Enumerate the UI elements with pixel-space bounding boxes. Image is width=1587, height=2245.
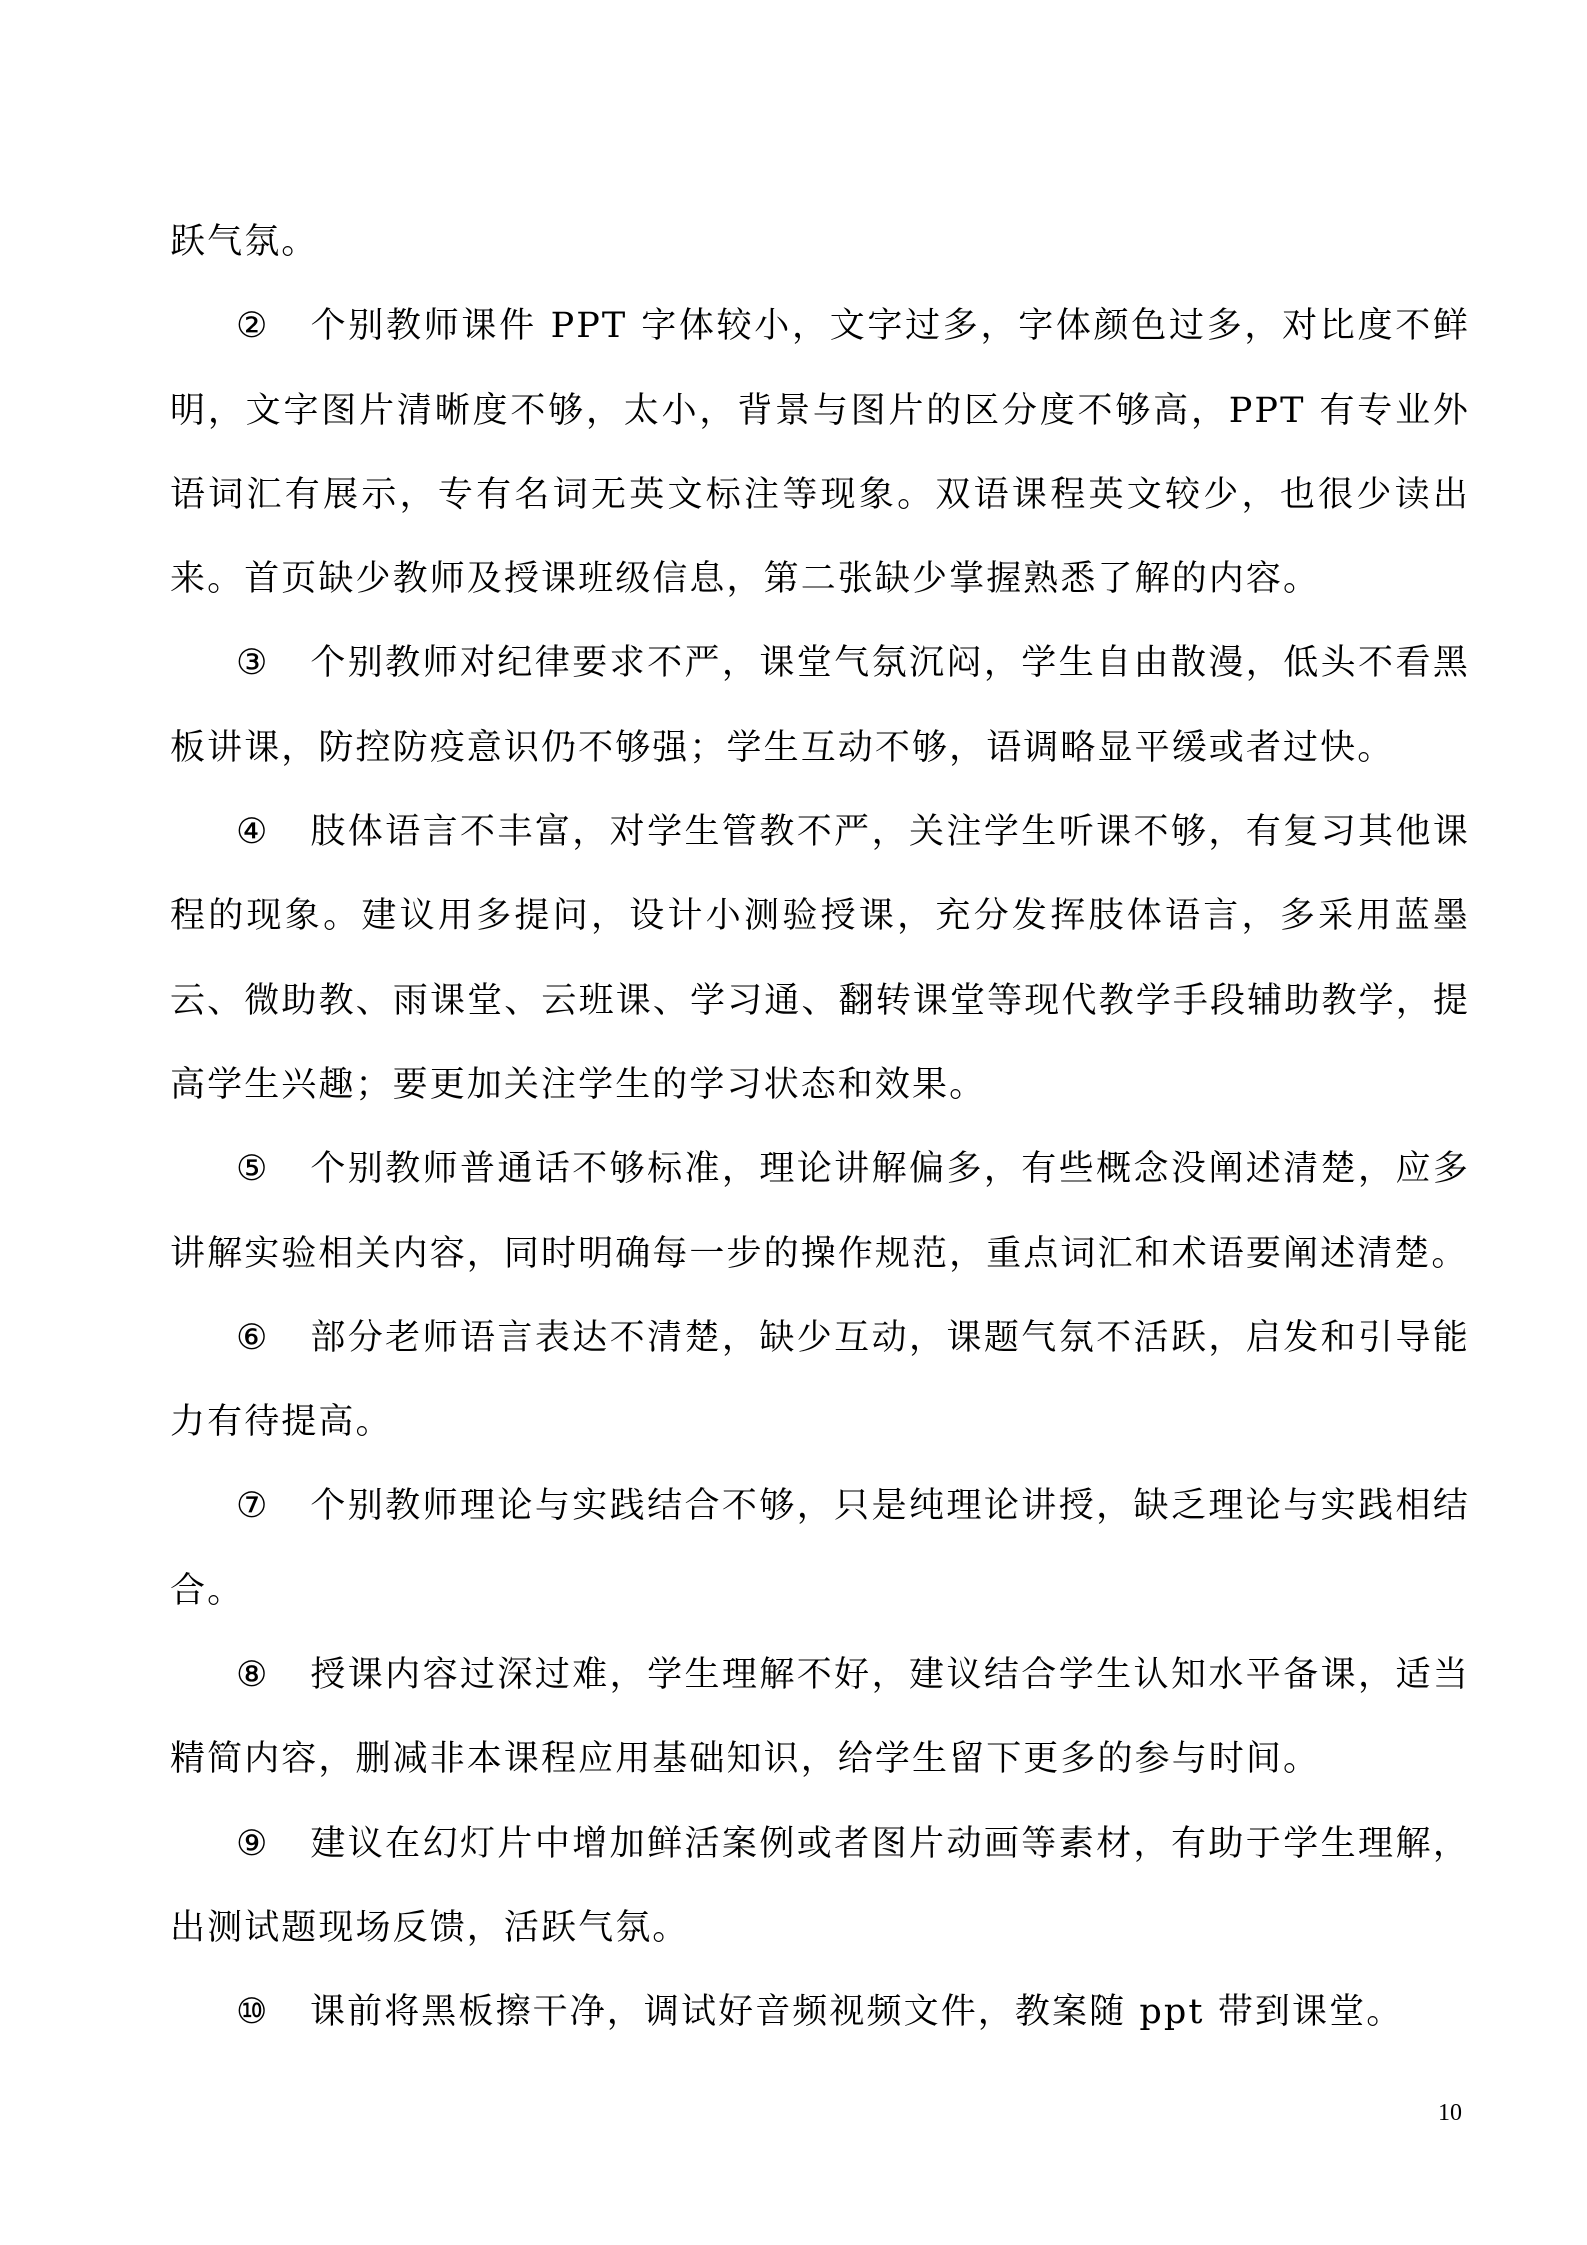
list-marker: ⑨ (236, 1823, 270, 1864)
paragraph-text: 个别教师课件 PPT 字体较小，文字过多，字体颜色过多，对比度不鲜明，文字图片清晰度不够，太小，背景与图片的区分度不够高，PPT 有专业外语词汇有展示，专有名词无英文标注等现象。双语课程英文较少，也很少读出来。首页缺少教师及授课班级信息，第二张缺少掌握熟悉了解的内容。 (170, 306, 1470, 600)
list-item-6 (170, 1296, 1470, 1465)
paragraph-text: 个别教师普通话不够标准，理论讲解偏多，有些概念没阐述清楚，应多讲解实验相关内容，同时明确每一步的操作规范，重点词汇和术语要阐述清楚。 (170, 1149, 1470, 1274)
list-marker: ④ (236, 812, 270, 853)
list-item-3 (170, 621, 1470, 790)
list-marker: ⑧ (236, 1655, 270, 1696)
list-item-2 (170, 284, 1470, 621)
page-number: 10 (1438, 2100, 1462, 2126)
paragraph-text: 肢体语言不丰富，对学生管教不严，关注学生听课不够，有复习其他课程的现象。建议用多提问，设计小测验授课，充分发挥肢体语言，多采用蓝墨云、微助教、雨课堂、云班课、学习通、翻转课堂等现代教学手段辅助教学，提高学生兴趣；要更加关注学生的学习状态和效果。 (170, 812, 1470, 1105)
paragraph-text: 个别教师对纪律要求不严，课堂气氛沉闷，学生自由散漫，低头不看黑板讲课，防控防疫意识仍不够强；学生互动不够，语调略显平缓或者过快。 (170, 643, 1470, 768)
list-item-10 (170, 1970, 1470, 2054)
paragraph-text: 跃气氛。 (170, 222, 319, 262)
paragraph-text: 课前将黑板擦干净，调试好音频视频文件，教案随 ppt 带到课堂。 (310, 1992, 1404, 2033)
paragraph-text: 建议在幻灯片中增加鲜活案例或者图片动画等素材，有助于学生理解，出测试题现场反馈，活跃气氛。 (170, 1823, 1470, 1948)
list-item-5 (170, 1127, 1470, 1296)
list-marker: ③ (236, 643, 270, 684)
paragraph-text: 授课内容过深过难，学生理解不好，建议结合学生认知水平备课，适当精简内容，删减非本课程应用基础知识，给学生留下更多的参与时间。 (170, 1655, 1470, 1780)
list-item-4 (170, 790, 1470, 1127)
list-marker: ⑦ (236, 1486, 270, 1527)
list-item-9 (170, 1802, 1470, 1971)
paragraph-continuation (170, 200, 1470, 284)
list-item-8 (170, 1633, 1470, 1802)
paragraph-text: 个别教师理论与实践结合不够，只是纯理论讲授，缺乏理论与实践相结合。 (170, 1486, 1470, 1611)
list-marker: ② (236, 306, 270, 347)
list-marker: ⑤ (236, 1149, 270, 1190)
list-marker: ⑩ (236, 1992, 270, 2033)
list-item-7 (170, 1464, 1470, 1633)
list-marker: ⑥ (236, 1317, 270, 1358)
document-body (170, 200, 1470, 2055)
paragraph-text: 部分老师语言表达不清楚，缺少互动，课题气氛不活跃，启发和引导能力有待提高。 (170, 1317, 1470, 1443)
